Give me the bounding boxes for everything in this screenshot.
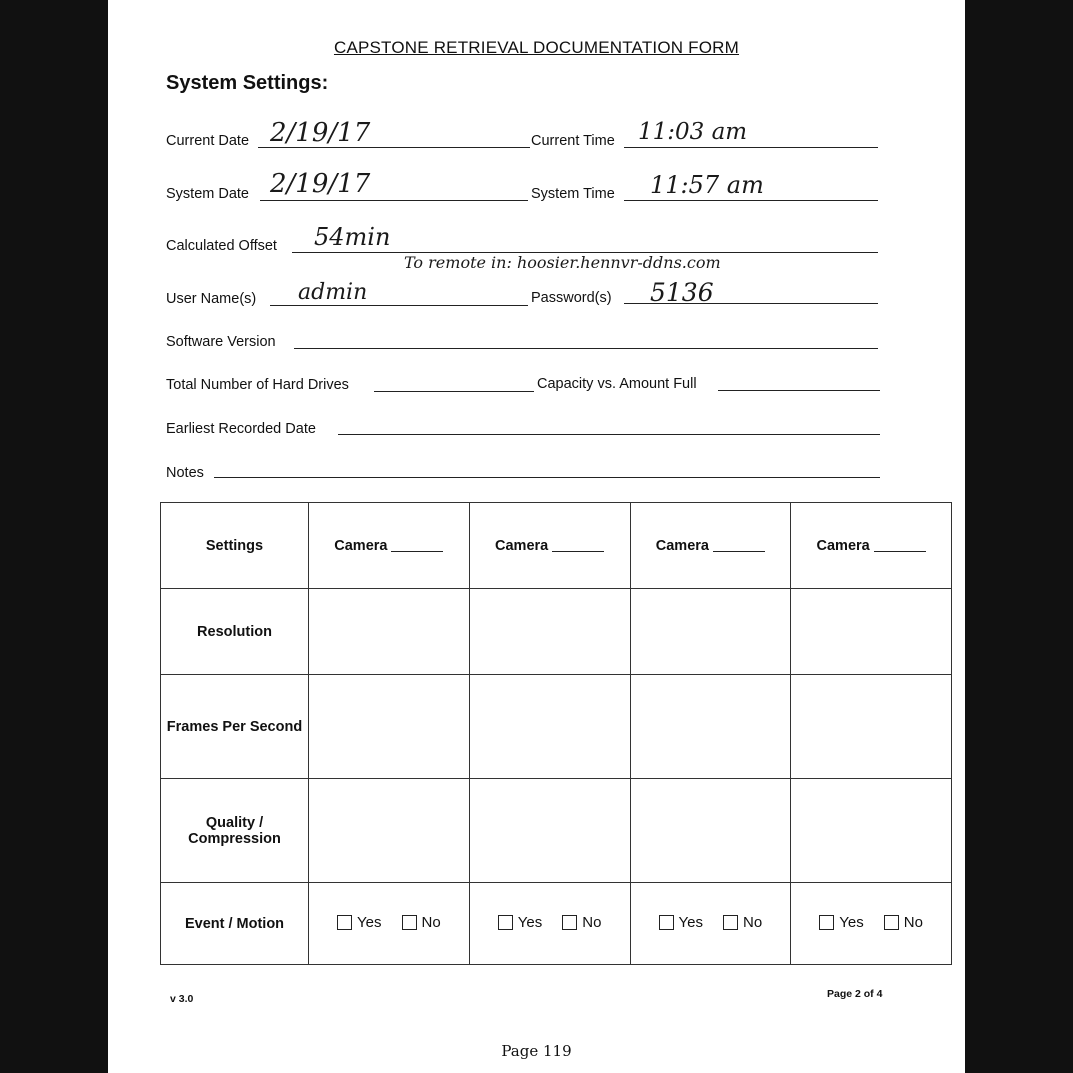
system-time-value[interactable]: 11:57 am: [650, 171, 764, 199]
user-names-value[interactable]: admin: [298, 280, 368, 305]
yes-checkbox[interactable]: Yes: [659, 914, 703, 931]
current-time-line: [624, 147, 878, 148]
current-time-label: Current Time: [531, 133, 615, 149]
calculated-offset-value[interactable]: 54min: [314, 223, 391, 251]
passwords-value[interactable]: 5136: [650, 278, 714, 307]
row-label-event-motion: Event / Motion: [161, 883, 309, 965]
table-row: [161, 779, 952, 883]
notes-line[interactable]: [214, 477, 880, 478]
document-page: [108, 0, 965, 1073]
remote-access-note: To remote in: hoosier.hennvr-ddns.com: [404, 253, 721, 272]
table-cell: [469, 883, 630, 965]
software-version-line[interactable]: [294, 348, 878, 349]
table-row: [161, 589, 952, 675]
system-time-label: System Time: [531, 186, 615, 202]
table-cell: [791, 883, 952, 965]
yes-checkbox[interactable]: Yes: [498, 914, 542, 931]
settings-header: Settings: [161, 503, 309, 589]
no-checkbox[interactable]: No: [884, 914, 923, 931]
current-date-value[interactable]: 2/19/17: [270, 118, 371, 148]
total-hard-drives-label: Total Number of Hard Drives: [166, 377, 349, 393]
row-label-quality: Quality / Compression: [161, 779, 309, 883]
table-cell: [630, 883, 791, 965]
current-date-label: Current Date: [166, 133, 250, 149]
software-version-label: Software Version: [166, 334, 276, 350]
system-date-label: System Date: [166, 186, 249, 202]
total-hard-drives-line[interactable]: [374, 391, 534, 392]
system-date-value[interactable]: 2/19/17: [270, 169, 371, 199]
checkbox-icon: [659, 915, 674, 930]
table-cell[interactable]: [630, 589, 791, 675]
user-names-label: User Name(s): [166, 291, 257, 307]
table-cell: [309, 883, 470, 965]
no-checkbox[interactable]: No: [562, 914, 601, 931]
table-cell[interactable]: [309, 779, 470, 883]
capacity-line[interactable]: [718, 390, 880, 391]
no-checkbox[interactable]: No: [723, 914, 762, 931]
table-cell[interactable]: [469, 779, 630, 883]
table-cell[interactable]: [791, 779, 952, 883]
camera-3-header: Camera: [630, 503, 791, 589]
form-version: v 3.0: [170, 993, 194, 1005]
system-time-line: [624, 200, 878, 201]
yes-checkbox[interactable]: Yes: [819, 914, 863, 931]
page-number: Page 119: [501, 1042, 572, 1060]
checkbox-icon: [884, 915, 899, 930]
camera-settings-table: [160, 502, 952, 965]
checkbox-icon: [337, 915, 352, 930]
table-cell[interactable]: [309, 675, 470, 779]
checkbox-icon: [498, 915, 513, 930]
camera-2-header: Camera: [469, 503, 630, 589]
camera-4-blank[interactable]: [874, 551, 926, 552]
checkbox-icon: [402, 915, 417, 930]
table-cell[interactable]: [469, 675, 630, 779]
table-row: [161, 675, 952, 779]
checkbox-icon: [562, 915, 577, 930]
camera-2-blank[interactable]: [552, 551, 604, 552]
form-title: CAPSTONE RETRIEVAL DOCUMENTATION FORM: [333, 38, 740, 57]
calculated-offset-label: Calculated Offset: [166, 238, 277, 254]
camera-3-blank[interactable]: [713, 551, 765, 552]
table-header-row: [161, 503, 952, 589]
table-cell[interactable]: [309, 589, 470, 675]
passwords-label: Password(s): [531, 290, 612, 306]
earliest-date-label: Earliest Recorded Date: [166, 421, 316, 437]
camera-1-blank[interactable]: [391, 551, 443, 552]
table-cell[interactable]: [630, 779, 791, 883]
row-label-resolution: Resolution: [161, 589, 309, 675]
table-cell[interactable]: [791, 675, 952, 779]
camera-1-header: Camera: [309, 503, 470, 589]
user-names-line: [270, 305, 528, 306]
table-row: [161, 883, 952, 965]
current-time-value[interactable]: 11:03 am: [638, 119, 748, 145]
camera-4-header: Camera: [791, 503, 952, 589]
table-cell[interactable]: [469, 589, 630, 675]
table-cell[interactable]: [791, 589, 952, 675]
notes-label: Notes: [166, 465, 204, 481]
earliest-date-line[interactable]: [338, 434, 880, 435]
section-heading: System Settings:: [166, 72, 329, 94]
no-checkbox[interactable]: No: [402, 914, 441, 931]
system-date-line: [260, 200, 528, 201]
page-of-count: Page 2 of 4: [827, 988, 883, 1000]
row-label-fps: Frames Per Second: [161, 675, 309, 779]
capacity-label: Capacity vs. Amount Full: [537, 376, 697, 392]
checkbox-icon: [723, 915, 738, 930]
table-cell[interactable]: [630, 675, 791, 779]
checkbox-icon: [819, 915, 834, 930]
yes-checkbox[interactable]: Yes: [337, 914, 381, 931]
